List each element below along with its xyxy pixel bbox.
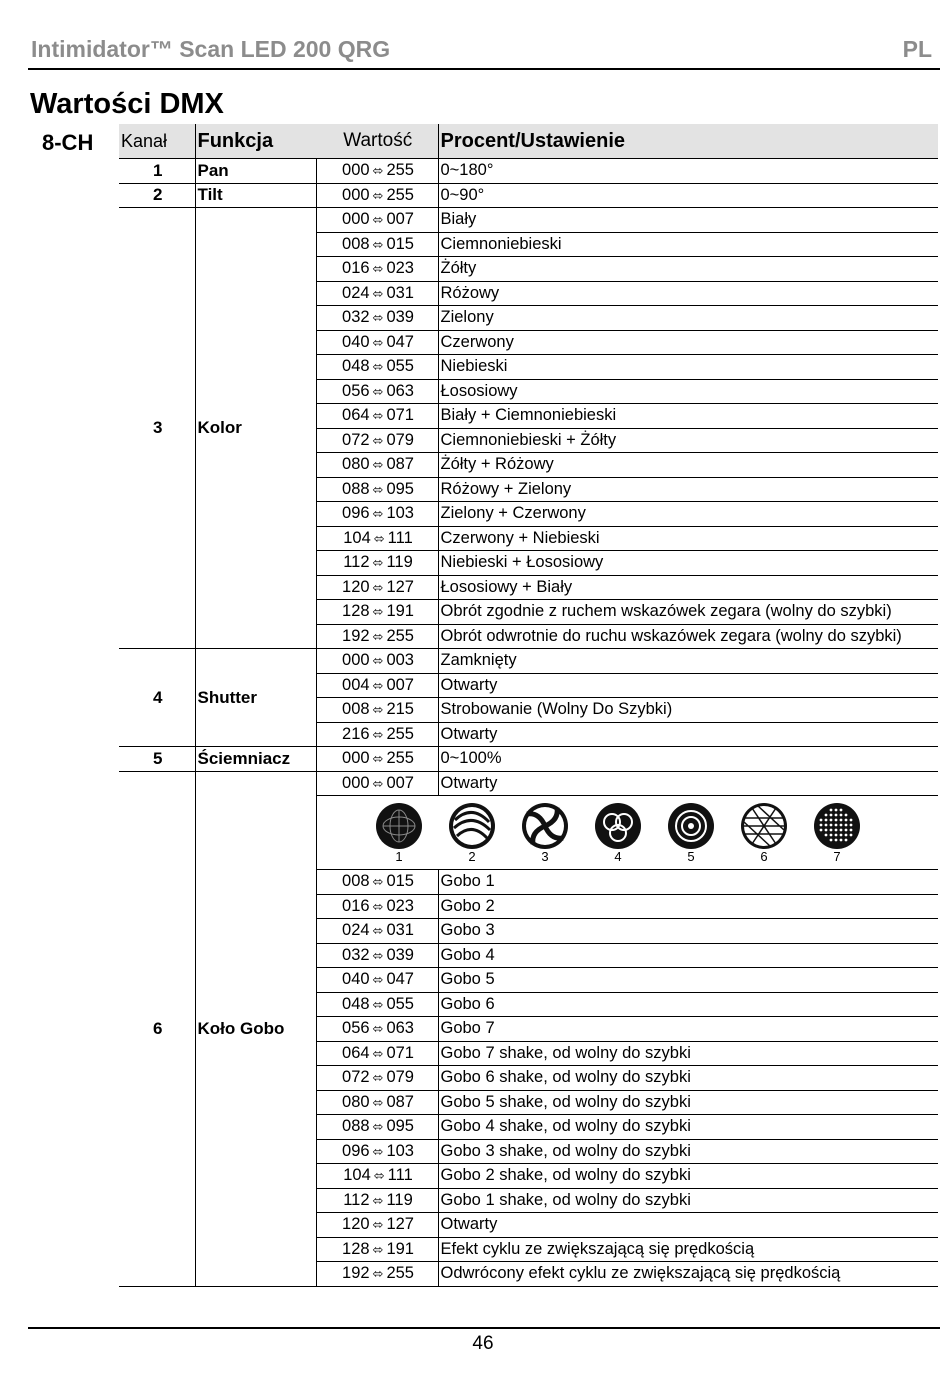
dmx-table xyxy=(119,124,938,1287)
range-to: 071 xyxy=(386,406,414,425)
range-to: 039 xyxy=(386,308,414,327)
range-to: 063 xyxy=(386,1019,414,1038)
range-from: 008 xyxy=(342,700,370,719)
value-range-cell xyxy=(316,894,438,919)
double-arrow-icon: ⬄ xyxy=(372,751,384,767)
value-range-cell xyxy=(316,1262,438,1287)
range-to: 103 xyxy=(386,504,414,523)
range-to: 103 xyxy=(386,1141,414,1160)
range-to: 047 xyxy=(386,970,414,989)
value-range-cell xyxy=(316,747,438,772)
setting-cell: Strobowanie (Wolny Do Szybki) xyxy=(438,698,938,723)
function-cell: Kolor xyxy=(195,208,316,649)
gobo-wave-icon xyxy=(448,802,496,850)
gobo-item xyxy=(363,801,436,864)
double-arrow-icon: ⬄ xyxy=(372,163,384,179)
setting-cell: Zielony + Czerwony xyxy=(438,502,938,527)
range-from: 072 xyxy=(342,1068,370,1087)
range-from: 056 xyxy=(342,381,370,400)
range-to: 127 xyxy=(386,1215,414,1234)
value-range-cell xyxy=(316,306,438,331)
range-to: 007 xyxy=(386,210,414,229)
double-arrow-icon: ⬄ xyxy=(372,1094,384,1110)
range-from: 040 xyxy=(342,332,370,351)
setting-cell: Efekt cyklu ze zwiększającą się prędkością xyxy=(438,1237,938,1262)
double-arrow-icon: ⬄ xyxy=(372,187,384,203)
value-range-cell xyxy=(316,1164,438,1189)
double-arrow-icon: ⬄ xyxy=(372,898,384,914)
double-arrow-icon: ⬄ xyxy=(372,1266,384,1282)
value-range-cell xyxy=(316,943,438,968)
range-from: 008 xyxy=(342,872,370,891)
section-title: Wartości DMX xyxy=(30,88,224,120)
value-range-cell xyxy=(316,1188,438,1213)
setting-cell: Gobo 4 xyxy=(438,943,938,968)
document-title: Intimidator™ Scan LED 200 QRG xyxy=(31,36,391,62)
setting-cell: Gobo 3 shake, od wolny do szybki xyxy=(438,1139,938,1164)
range-from: 000 xyxy=(342,749,370,768)
setting-cell: Obrót odwrotnie do ruchu wskazówek zegara (wolny do szybki) xyxy=(438,624,938,649)
range-from: 088 xyxy=(342,1117,370,1136)
gobo-number: 3 xyxy=(541,849,549,864)
setting-cell: Łososiowy xyxy=(438,379,938,404)
range-to: 191 xyxy=(386,602,414,621)
range-from: 128 xyxy=(342,602,370,621)
value-range-cell xyxy=(316,698,438,723)
gobo-item xyxy=(436,801,509,864)
double-arrow-icon: ⬄ xyxy=(372,1241,384,1257)
gobo-sphere-icon xyxy=(375,802,423,850)
double-arrow-icon: ⬄ xyxy=(372,310,384,326)
range-from: 008 xyxy=(342,234,370,253)
double-arrow-icon: ⬄ xyxy=(372,408,384,424)
setting-cell: Gobo 6 xyxy=(438,992,938,1017)
value-range-cell xyxy=(316,1139,438,1164)
setting-cell: Gobo 5 shake, od wolny do szybki xyxy=(438,1090,938,1115)
range-to: 071 xyxy=(386,1043,414,1062)
range-from: 064 xyxy=(342,1043,370,1062)
value-range-cell xyxy=(316,673,438,698)
range-from: 120 xyxy=(342,1215,370,1234)
range-to: 095 xyxy=(386,1117,414,1136)
table-row xyxy=(119,747,938,772)
channel-cell: 6 xyxy=(119,771,195,1286)
value-range-cell xyxy=(316,1115,438,1140)
setting-cell: Gobo 4 shake, od wolny do szybki xyxy=(438,1115,938,1140)
double-arrow-icon: ⬄ xyxy=(372,1192,384,1208)
table-body xyxy=(119,159,938,1287)
double-arrow-icon: ⬄ xyxy=(372,481,384,497)
range-from: 064 xyxy=(342,406,370,425)
setting-cell: Żółty + Różowy xyxy=(438,453,938,478)
range-to: 079 xyxy=(386,430,414,449)
range-from: 072 xyxy=(342,430,370,449)
setting-cell: Otwarty xyxy=(438,722,938,747)
double-arrow-icon: ⬄ xyxy=(372,1217,384,1233)
setting-cell: Otwarty xyxy=(438,673,938,698)
table-row xyxy=(119,771,938,796)
value-range-cell xyxy=(316,208,438,233)
range-to: 215 xyxy=(386,700,414,719)
setting-cell: Gobo 7 xyxy=(438,1017,938,1042)
range-from: 048 xyxy=(342,994,370,1013)
double-arrow-icon: ⬄ xyxy=(372,285,384,301)
double-arrow-icon: ⬄ xyxy=(372,996,384,1012)
range-to: 255 xyxy=(386,161,414,180)
footer-rule xyxy=(28,1327,940,1329)
gobo-hex-mesh-icon xyxy=(740,802,788,850)
double-arrow-icon: ⬄ xyxy=(373,1168,385,1184)
range-to: 047 xyxy=(386,332,414,351)
range-from: 104 xyxy=(343,528,371,547)
range-from: 024 xyxy=(342,921,370,940)
double-arrow-icon: ⬄ xyxy=(372,677,384,693)
setting-cell: Gobo 1 xyxy=(438,870,938,895)
header-value: Wartość xyxy=(316,124,438,159)
value-range-cell xyxy=(316,1041,438,1066)
setting-cell: 0~90° xyxy=(438,183,938,208)
gobo-spiral-icon xyxy=(521,802,569,850)
value-range-cell xyxy=(316,183,438,208)
setting-cell: Czerwony xyxy=(438,330,938,355)
setting-cell: Gobo 7 shake, od wolny do szybki xyxy=(438,1041,938,1066)
value-range-cell xyxy=(316,355,438,380)
range-from: 096 xyxy=(342,1141,370,1160)
setting-cell: Łososiowy + Biały xyxy=(438,575,938,600)
header-channel: Kanał xyxy=(119,124,195,159)
value-range-cell xyxy=(316,968,438,993)
value-range-cell xyxy=(316,551,438,576)
gobo-item xyxy=(582,801,655,864)
setting-cell: Otwarty xyxy=(438,1213,938,1238)
gobo-item xyxy=(801,801,874,864)
value-range-cell xyxy=(316,771,438,796)
double-arrow-icon: ⬄ xyxy=(372,334,384,350)
function-cell: Koło Gobo xyxy=(195,771,316,1286)
range-from: 120 xyxy=(342,577,370,596)
setting-cell: Niebieski + Łososiowy xyxy=(438,551,938,576)
range-from: 096 xyxy=(342,504,370,523)
channel-cell: 2 xyxy=(119,183,195,208)
setting-cell: Gobo 5 xyxy=(438,968,938,993)
gobo-item xyxy=(655,801,728,864)
double-arrow-icon: ⬄ xyxy=(372,555,384,571)
range-to: 055 xyxy=(386,994,414,1013)
double-arrow-icon: ⬄ xyxy=(372,383,384,399)
double-arrow-icon: ⬄ xyxy=(372,359,384,375)
range-from: 004 xyxy=(342,675,370,694)
double-arrow-icon: ⬄ xyxy=(372,236,384,252)
range-to: 031 xyxy=(386,283,414,302)
double-arrow-icon: ⬄ xyxy=(372,1119,384,1135)
range-to: 111 xyxy=(387,1166,413,1185)
setting-cell: Zielony xyxy=(438,306,938,331)
double-arrow-icon: ⬄ xyxy=(372,1143,384,1159)
value-range-cell xyxy=(316,722,438,747)
setting-cell: Ciemnoniebieski xyxy=(438,232,938,257)
range-from: 112 xyxy=(343,1190,370,1209)
range-from: 040 xyxy=(342,970,370,989)
value-range-cell xyxy=(316,1066,438,1091)
range-from: 048 xyxy=(342,357,370,376)
double-arrow-icon: ⬄ xyxy=(372,702,384,718)
range-to: 031 xyxy=(386,921,414,940)
double-arrow-icon: ⬄ xyxy=(372,1070,384,1086)
range-to: 111 xyxy=(387,528,413,547)
header-function: Funkcja xyxy=(195,124,316,159)
range-from: 080 xyxy=(342,1092,370,1111)
double-arrow-icon: ⬄ xyxy=(372,775,384,791)
value-range-cell xyxy=(316,1090,438,1115)
function-cell: Ściemniacz xyxy=(195,747,316,772)
gobo-rose-icon xyxy=(667,802,715,850)
range-from: 000 xyxy=(342,161,370,180)
value-range-cell xyxy=(316,1017,438,1042)
double-arrow-icon: ⬄ xyxy=(372,579,384,595)
setting-cell: Obrót zgodnie z ruchem wskazówek zegara (wolny do szybki) xyxy=(438,600,938,625)
setting-cell: Otwarty xyxy=(438,771,938,796)
channel-cell: 4 xyxy=(119,649,195,747)
setting-cell: Żółty xyxy=(438,257,938,282)
page-header xyxy=(28,36,940,70)
range-to: 127 xyxy=(386,577,414,596)
setting-cell: Gobo 6 shake, od wolny do szybki xyxy=(438,1066,938,1091)
double-arrow-icon: ⬄ xyxy=(372,261,384,277)
value-range-cell xyxy=(316,453,438,478)
setting-cell: Czerwony + Niebieski xyxy=(438,526,938,551)
value-range-cell xyxy=(316,281,438,306)
range-from: 216 xyxy=(342,724,370,743)
range-from: 000 xyxy=(342,773,370,792)
gobo-item xyxy=(509,801,582,864)
setting-cell: Biały + Ciemnoniebieski xyxy=(438,404,938,429)
table-row xyxy=(119,649,938,674)
value-range-cell xyxy=(316,159,438,184)
double-arrow-icon: ⬄ xyxy=(372,874,384,890)
range-from: 088 xyxy=(342,479,370,498)
value-range-cell xyxy=(316,919,438,944)
range-to: 095 xyxy=(386,479,414,498)
range-to: 119 xyxy=(386,553,413,572)
value-range-cell xyxy=(316,1237,438,1262)
double-arrow-icon: ⬄ xyxy=(372,972,384,988)
range-to: 119 xyxy=(386,1190,413,1209)
page-number: 46 xyxy=(472,1333,494,1354)
setting-cell: Zamknięty xyxy=(438,649,938,674)
setting-cell: Gobo 3 xyxy=(438,919,938,944)
range-from: 016 xyxy=(342,259,370,278)
range-to: 055 xyxy=(386,357,414,376)
function-cell: Pan xyxy=(195,159,316,184)
setting-cell: 0~100% xyxy=(438,747,938,772)
double-arrow-icon: ⬄ xyxy=(372,1021,384,1037)
double-arrow-icon: ⬄ xyxy=(372,923,384,939)
setting-cell: Biały xyxy=(438,208,938,233)
value-range-cell xyxy=(316,1213,438,1238)
value-range-cell xyxy=(316,870,438,895)
range-from: 032 xyxy=(342,308,370,327)
range-to: 255 xyxy=(386,1264,414,1283)
range-from: 104 xyxy=(343,1166,371,1185)
range-from: 024 xyxy=(342,283,370,302)
double-arrow-icon: ⬄ xyxy=(372,212,384,228)
double-arrow-icon: ⬄ xyxy=(372,947,384,963)
table-row xyxy=(119,208,938,233)
range-to: 063 xyxy=(386,381,414,400)
setting-cell: Gobo 2 shake, od wolny do szybki xyxy=(438,1164,938,1189)
setting-cell: Ciemnoniebieski + Żółty xyxy=(438,428,938,453)
gobo-number: 7 xyxy=(833,849,841,864)
gobo-number: 1 xyxy=(395,849,403,864)
range-from: 000 xyxy=(342,651,370,670)
gobo-rings-icon xyxy=(594,802,642,850)
range-from: 112 xyxy=(343,553,370,572)
channel-cell: 3 xyxy=(119,208,195,649)
gobo-number: 5 xyxy=(687,849,695,864)
range-to: 191 xyxy=(386,1239,414,1258)
double-arrow-icon: ⬄ xyxy=(372,457,384,473)
range-from: 080 xyxy=(342,455,370,474)
range-to: 039 xyxy=(386,945,414,964)
value-range-cell xyxy=(316,257,438,282)
gobo-dots-icon xyxy=(813,802,861,850)
range-to: 255 xyxy=(386,626,414,645)
channel-cell: 5 xyxy=(119,747,195,772)
table-row xyxy=(119,159,938,184)
value-range-cell xyxy=(316,232,438,257)
range-to: 015 xyxy=(386,234,414,253)
range-from: 000 xyxy=(342,210,370,229)
value-range-cell xyxy=(316,379,438,404)
value-range-cell xyxy=(316,502,438,527)
range-to: 079 xyxy=(386,1068,414,1087)
setting-cell: Różowy + Zielony xyxy=(438,477,938,502)
mode-label: 8-CH xyxy=(42,130,94,155)
function-cell: Shutter xyxy=(195,649,316,747)
range-from: 192 xyxy=(342,1264,370,1283)
setting-cell: Gobo 1 shake, od wolny do szybki xyxy=(438,1188,938,1213)
double-arrow-icon: ⬄ xyxy=(372,506,384,522)
range-from: 016 xyxy=(342,896,370,915)
gobo-images-row xyxy=(316,796,938,870)
gobo-item xyxy=(728,801,801,864)
setting-cell: Odwrócony efekt cyklu ze zwiększającą się prędkością xyxy=(438,1262,938,1287)
double-arrow-icon: ⬄ xyxy=(372,653,384,669)
double-arrow-icon: ⬄ xyxy=(372,1045,384,1061)
setting-cell: 0~180° xyxy=(438,159,938,184)
gobo-number: 6 xyxy=(760,849,768,864)
setting-cell: Gobo 2 xyxy=(438,894,938,919)
range-to: 087 xyxy=(386,455,414,474)
value-range-cell xyxy=(316,649,438,674)
range-to: 255 xyxy=(386,185,414,204)
range-to: 003 xyxy=(386,651,414,670)
channel-cell: 1 xyxy=(119,159,195,184)
value-range-cell xyxy=(316,526,438,551)
range-from: 128 xyxy=(342,1239,370,1258)
range-to: 023 xyxy=(386,259,414,278)
value-range-cell xyxy=(316,477,438,502)
value-range-cell xyxy=(316,575,438,600)
range-from: 032 xyxy=(342,945,370,964)
value-range-cell xyxy=(316,624,438,649)
value-range-cell xyxy=(316,330,438,355)
range-to: 015 xyxy=(386,872,414,891)
setting-cell: Niebieski xyxy=(438,355,938,380)
range-to: 007 xyxy=(386,773,414,792)
value-range-cell xyxy=(316,600,438,625)
double-arrow-icon: ⬄ xyxy=(373,530,385,546)
table-header-row xyxy=(119,124,938,159)
function-cell: Tilt xyxy=(195,183,316,208)
double-arrow-icon: ⬄ xyxy=(372,604,384,620)
language-code: PL xyxy=(902,36,932,62)
setting-cell: Różowy xyxy=(438,281,938,306)
range-to: 255 xyxy=(386,724,414,743)
header-setting: Procent/Ustawienie xyxy=(438,124,938,159)
double-arrow-icon: ⬄ xyxy=(372,726,384,742)
range-from: 192 xyxy=(342,626,370,645)
double-arrow-icon: ⬄ xyxy=(372,432,384,448)
range-from: 000 xyxy=(342,185,370,204)
value-range-cell xyxy=(316,404,438,429)
value-range-cell xyxy=(316,992,438,1017)
table-row xyxy=(119,183,938,208)
value-range-cell xyxy=(316,428,438,453)
range-from: 056 xyxy=(342,1019,370,1038)
gobo-number: 2 xyxy=(468,849,476,864)
range-to: 255 xyxy=(386,749,414,768)
range-to: 087 xyxy=(386,1092,414,1111)
range-to: 007 xyxy=(386,675,414,694)
double-arrow-icon: ⬄ xyxy=(372,628,384,644)
gobo-number: 4 xyxy=(614,849,622,864)
range-to: 023 xyxy=(386,896,414,915)
